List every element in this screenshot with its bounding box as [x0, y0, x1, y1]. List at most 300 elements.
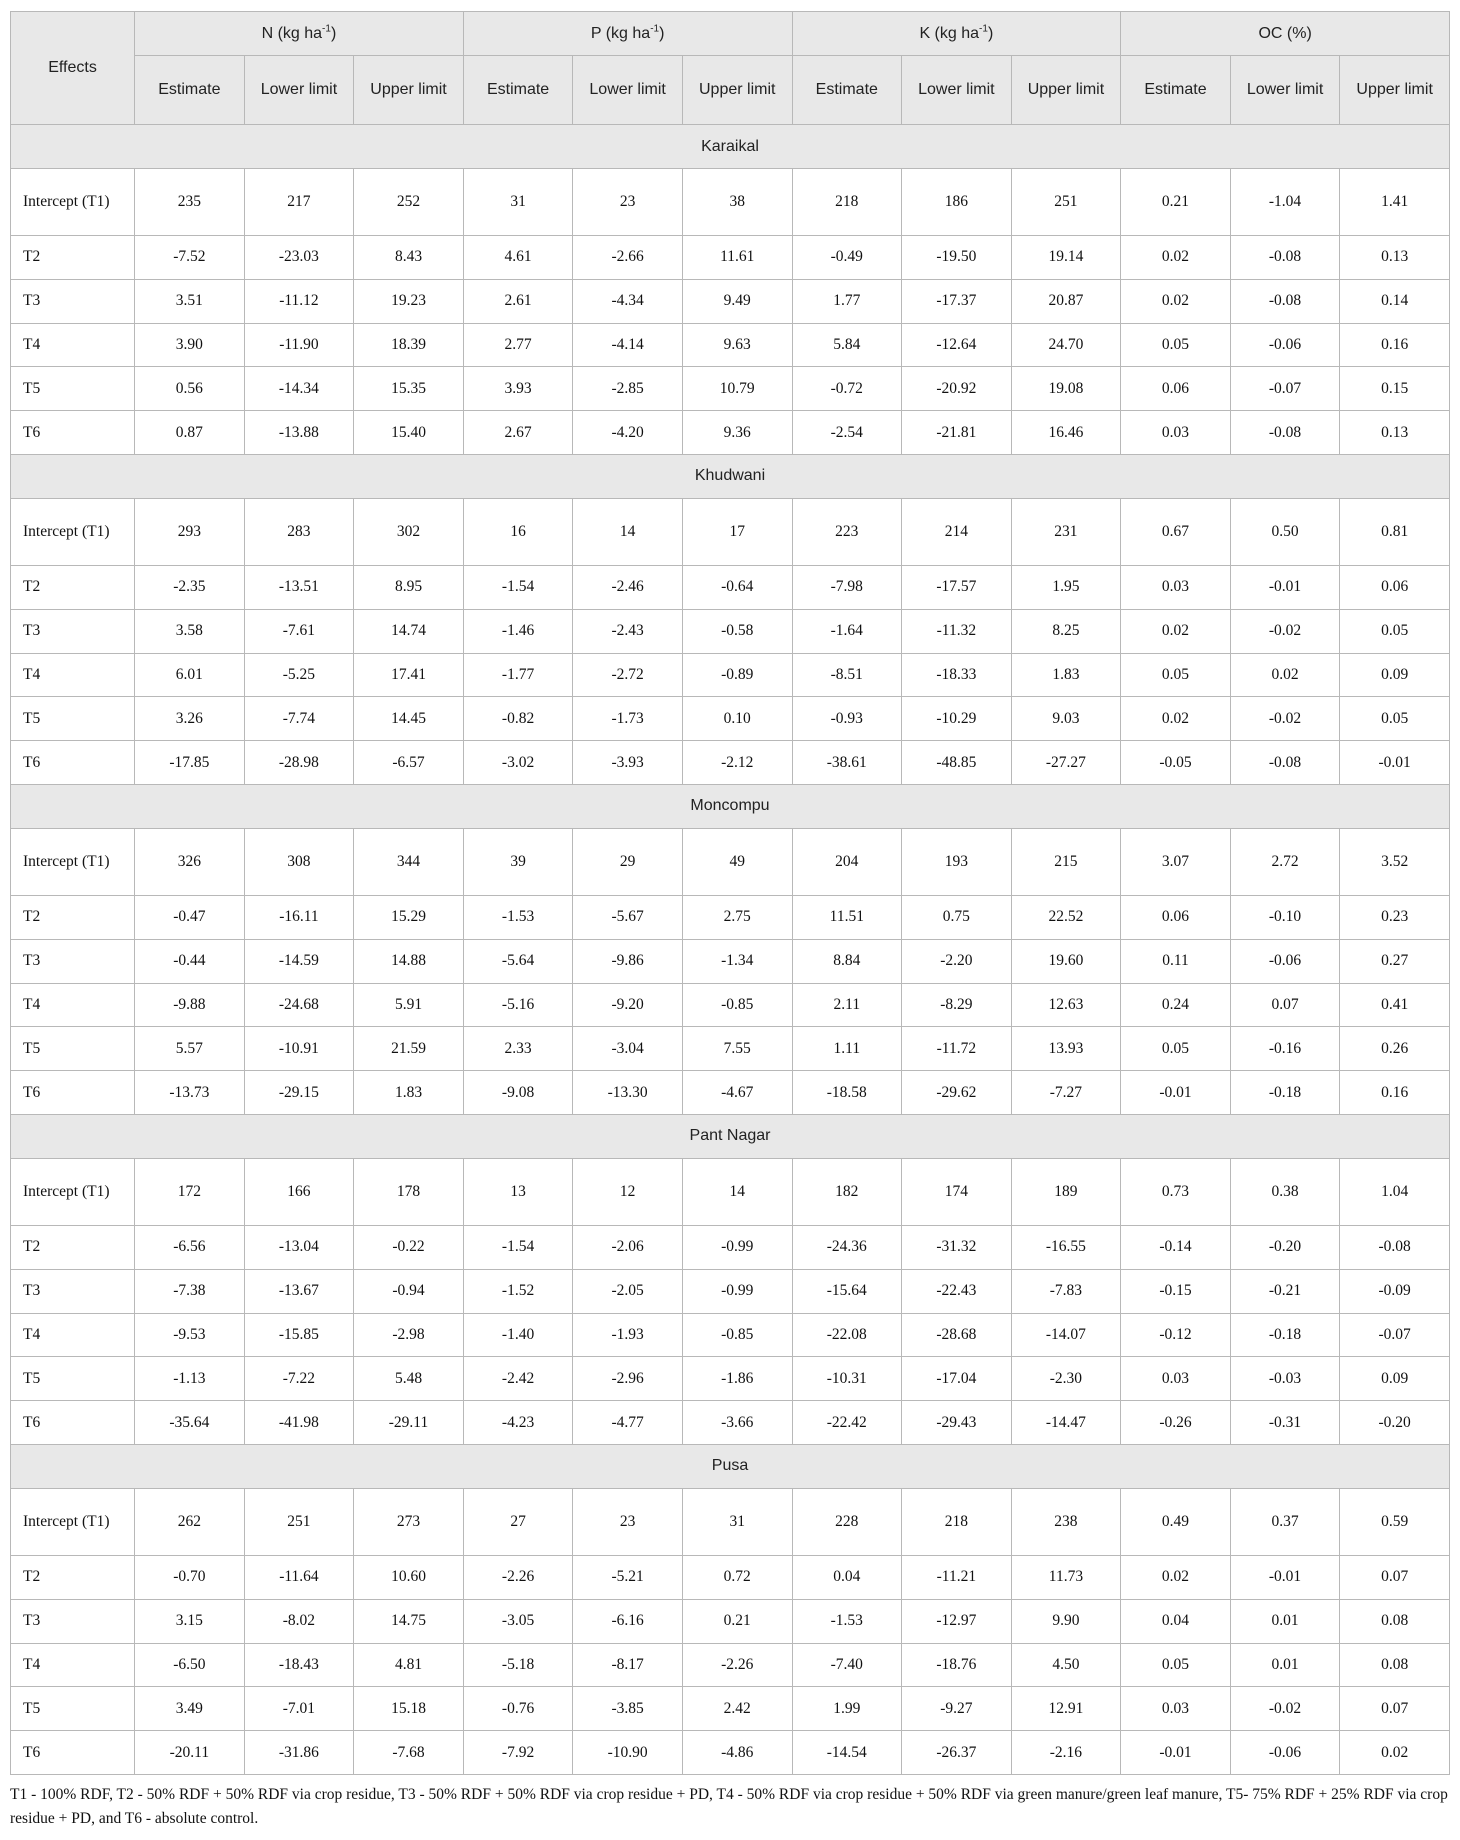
value-cell: 3.51 — [135, 279, 245, 323]
value-cell: -0.07 — [1340, 1313, 1450, 1357]
value-cell: 223 — [792, 498, 902, 565]
value-cell: 9.49 — [682, 279, 792, 323]
value-cell: 6.01 — [135, 653, 245, 697]
value-cell: 14.88 — [354, 939, 464, 983]
value-cell: 3.93 — [463, 367, 573, 411]
value-cell: -4.23 — [463, 1401, 573, 1445]
subcolumn-header: Upper limit — [354, 56, 464, 125]
value-cell: -41.98 — [244, 1401, 354, 1445]
effect-label: T6 — [11, 1731, 135, 1775]
value-cell: 2.61 — [463, 279, 573, 323]
value-cell: 0.10 — [682, 697, 792, 741]
value-cell: 11.73 — [1011, 1555, 1121, 1599]
value-cell: 172 — [135, 1158, 245, 1225]
value-cell: 14 — [682, 1158, 792, 1225]
value-cell: -4.86 — [682, 1731, 792, 1775]
value-cell: 21.59 — [354, 1027, 464, 1071]
value-cell: 0.02 — [1121, 609, 1231, 653]
group-header-unit-exponent: -1 — [322, 23, 331, 35]
value-cell: 0.26 — [1340, 1027, 1450, 1071]
value-cell: 0.02 — [1121, 279, 1231, 323]
value-cell: 0.37 — [1230, 1488, 1340, 1555]
value-cell: -4.67 — [682, 1071, 792, 1115]
value-cell: 1.83 — [1011, 653, 1121, 697]
effect-label: Intercept (T1) — [11, 828, 135, 895]
effect-label: T4 — [11, 653, 135, 697]
value-cell: -7.68 — [354, 1731, 464, 1775]
value-cell: 0.03 — [1121, 1357, 1231, 1401]
value-cell: 14.45 — [354, 697, 464, 741]
group-header-unit-exponent: -1 — [979, 23, 988, 35]
value-cell: 0.73 — [1121, 1158, 1231, 1225]
value-cell: -1.53 — [463, 895, 573, 939]
value-cell: -0.02 — [1230, 1687, 1340, 1731]
value-cell: -1.54 — [463, 1225, 573, 1269]
group-header-close: ) — [659, 24, 665, 42]
value-cell: 23 — [573, 1488, 683, 1555]
value-cell: 217 — [244, 169, 354, 236]
value-cell: 182 — [792, 1158, 902, 1225]
effect-label: T3 — [11, 609, 135, 653]
subcolumn-header: Estimate — [135, 56, 245, 125]
effect-label: T2 — [11, 236, 135, 280]
value-cell: -7.74 — [244, 697, 354, 741]
value-cell: -38.61 — [792, 741, 902, 785]
table-row — [11, 1357, 1450, 1401]
effects-table — [10, 11, 1450, 1775]
value-cell: 204 — [792, 828, 902, 895]
value-cell: 0.06 — [1121, 895, 1231, 939]
value-cell: -0.06 — [1230, 1731, 1340, 1775]
value-cell: 0.11 — [1121, 939, 1231, 983]
value-cell: -5.64 — [463, 939, 573, 983]
value-cell: 0.67 — [1121, 498, 1231, 565]
value-cell: -8.29 — [902, 983, 1012, 1027]
value-cell: -1.64 — [792, 609, 902, 653]
value-cell: 0.08 — [1340, 1599, 1450, 1643]
value-cell: 19.60 — [1011, 939, 1121, 983]
value-cell: -2.72 — [573, 653, 683, 697]
table-row — [11, 828, 1450, 895]
effect-label: T6 — [11, 1401, 135, 1445]
site-row — [11, 784, 1450, 828]
value-cell: 19.23 — [354, 279, 464, 323]
value-cell: -0.31 — [1230, 1401, 1340, 1445]
value-cell: -4.77 — [573, 1401, 683, 1445]
effect-label: T5 — [11, 367, 135, 411]
value-cell: -0.85 — [682, 1313, 792, 1357]
value-cell: 262 — [135, 1488, 245, 1555]
value-cell: -0.89 — [682, 653, 792, 697]
site-name: Moncompu — [11, 784, 1450, 828]
value-cell: -3.02 — [463, 741, 573, 785]
table-row — [11, 411, 1450, 455]
value-cell: -2.85 — [573, 367, 683, 411]
value-cell: -0.93 — [792, 697, 902, 741]
value-cell: 2.72 — [1230, 828, 1340, 895]
value-cell: 31 — [682, 1488, 792, 1555]
value-cell: -0.18 — [1230, 1071, 1340, 1115]
value-cell: -0.15 — [1121, 1269, 1231, 1313]
value-cell: 8.43 — [354, 236, 464, 280]
value-cell: 0.81 — [1340, 498, 1450, 565]
value-cell: 3.49 — [135, 1687, 245, 1731]
effect-label: T2 — [11, 1555, 135, 1599]
value-cell: -6.50 — [135, 1643, 245, 1687]
table-footnote: T1 - 100% RDF, T2 - 50% RDF + 50% RDF via crop residue, T3 - 50% RDF + 50% RDF via crop residue + PD, T4 - 50% RDF via crop residue + 50% RDF via green manure/green leaf manure, T5- 75% RDF + 25% RDF via crop residue + PD, and T6 - absolute control. — [10, 1785, 1448, 1827]
value-cell: -0.01 — [1230, 1555, 1340, 1599]
table-row — [11, 983, 1450, 1027]
value-cell: 13 — [463, 1158, 573, 1225]
value-cell: 4.50 — [1011, 1643, 1121, 1687]
value-cell: 186 — [902, 169, 1012, 236]
value-cell: -23.03 — [244, 236, 354, 280]
value-cell: -1.77 — [463, 653, 573, 697]
value-cell: -15.64 — [792, 1269, 902, 1313]
value-cell: -13.88 — [244, 411, 354, 455]
value-cell: 0.21 — [1121, 169, 1231, 236]
value-cell: -14.54 — [792, 1731, 902, 1775]
value-cell: -0.26 — [1121, 1401, 1231, 1445]
value-cell: 31 — [463, 169, 573, 236]
value-cell: -11.21 — [902, 1555, 1012, 1599]
effect-label: T6 — [11, 741, 135, 785]
table-row — [11, 1599, 1450, 1643]
value-cell: 326 — [135, 828, 245, 895]
table-row — [11, 1687, 1450, 1731]
value-cell: 3.15 — [135, 1599, 245, 1643]
value-cell: -2.20 — [902, 939, 1012, 983]
site-name: Pant Nagar — [11, 1114, 1450, 1158]
value-cell: -31.86 — [244, 1731, 354, 1775]
value-cell: -3.93 — [573, 741, 683, 785]
value-cell: -28.98 — [244, 741, 354, 785]
value-cell: -31.32 — [902, 1225, 1012, 1269]
value-cell: 9.36 — [682, 411, 792, 455]
table-row — [11, 697, 1450, 741]
group-header — [792, 12, 1121, 56]
value-cell: -9.88 — [135, 983, 245, 1027]
value-cell: -10.90 — [573, 1731, 683, 1775]
value-cell: 0.03 — [1121, 1687, 1231, 1731]
value-cell: -6.56 — [135, 1225, 245, 1269]
group-header-label: P (kg ha — [590, 24, 651, 42]
value-cell: -0.08 — [1230, 411, 1340, 455]
value-cell: 0.02 — [1121, 1555, 1231, 1599]
value-cell: -9.08 — [463, 1071, 573, 1115]
value-cell: 1.95 — [1011, 565, 1121, 609]
value-cell: -1.86 — [682, 1357, 792, 1401]
value-cell: 0.56 — [135, 367, 245, 411]
results-table-container — [10, 11, 1450, 1831]
group-header-label: OC (%) — [1258, 24, 1312, 42]
value-cell: 14.74 — [354, 609, 464, 653]
table-row — [11, 1643, 1450, 1687]
value-cell: 0.04 — [1121, 1599, 1231, 1643]
value-cell: -20.11 — [135, 1731, 245, 1775]
table-row — [11, 1555, 1450, 1599]
value-cell: 0.59 — [1340, 1488, 1450, 1555]
value-cell: 27 — [463, 1488, 573, 1555]
value-cell: -0.94 — [354, 1269, 464, 1313]
effect-label: T4 — [11, 983, 135, 1027]
value-cell: 12.91 — [1011, 1687, 1121, 1731]
value-cell: 1.99 — [792, 1687, 902, 1731]
value-cell: -13.30 — [573, 1071, 683, 1115]
value-cell: -0.21 — [1230, 1269, 1340, 1313]
value-cell: 0.09 — [1340, 653, 1450, 697]
site-name: Karaikal — [11, 125, 1450, 169]
value-cell: -14.59 — [244, 939, 354, 983]
table-row — [11, 169, 1450, 236]
value-cell: 0.24 — [1121, 983, 1231, 1027]
value-cell: 0.02 — [1230, 653, 1340, 697]
value-cell: 5.84 — [792, 323, 902, 367]
value-cell: -1.52 — [463, 1269, 573, 1313]
value-cell: 0.05 — [1121, 653, 1231, 697]
value-cell: 0.01 — [1230, 1643, 1340, 1687]
value-cell: 18.39 — [354, 323, 464, 367]
value-cell: 15.35 — [354, 367, 464, 411]
value-cell: -5.21 — [573, 1555, 683, 1599]
value-cell: 0.07 — [1340, 1687, 1450, 1731]
group-header-close: ) — [987, 24, 994, 42]
value-cell: 5.48 — [354, 1357, 464, 1401]
value-cell: -16.11 — [244, 895, 354, 939]
value-cell: -35.64 — [135, 1401, 245, 1445]
group-header — [135, 12, 464, 56]
value-cell: -0.58 — [682, 609, 792, 653]
value-cell: -0.06 — [1230, 323, 1340, 367]
value-cell: -24.36 — [792, 1225, 902, 1269]
value-cell: 1.04 — [1340, 1158, 1450, 1225]
value-cell: -6.57 — [354, 741, 464, 785]
value-cell: -7.38 — [135, 1269, 245, 1313]
subcolumn-header: Upper limit — [1011, 56, 1121, 125]
value-cell: -14.34 — [244, 367, 354, 411]
value-cell: -0.08 — [1230, 236, 1340, 280]
value-cell: -8.17 — [573, 1643, 683, 1687]
value-cell: 20.87 — [1011, 279, 1121, 323]
effect-label: T5 — [11, 1357, 135, 1401]
value-cell: 0.16 — [1340, 1071, 1450, 1115]
value-cell: -0.07 — [1230, 367, 1340, 411]
value-cell: -7.01 — [244, 1687, 354, 1731]
value-cell: 23 — [573, 169, 683, 236]
effect-label: Intercept (T1) — [11, 1158, 135, 1225]
value-cell: 0.05 — [1340, 609, 1450, 653]
value-cell: -2.42 — [463, 1357, 573, 1401]
value-cell: 3.52 — [1340, 828, 1450, 895]
table-row — [11, 1225, 1450, 1269]
value-cell: -7.22 — [244, 1357, 354, 1401]
value-cell: 13.93 — [1011, 1027, 1121, 1071]
value-cell: -0.08 — [1230, 279, 1340, 323]
table-row — [11, 1269, 1450, 1313]
value-cell: 0.03 — [1121, 565, 1231, 609]
value-cell: -0.01 — [1121, 1071, 1231, 1115]
value-cell: -48.85 — [902, 741, 1012, 785]
value-cell: -7.40 — [792, 1643, 902, 1687]
value-cell: 189 — [1011, 1158, 1121, 1225]
value-cell: 0.02 — [1121, 697, 1231, 741]
value-cell: 3.26 — [135, 697, 245, 741]
value-cell: -0.20 — [1340, 1401, 1450, 1445]
value-cell: 0.13 — [1340, 411, 1450, 455]
value-cell: -1.46 — [463, 609, 573, 653]
value-cell: 11.51 — [792, 895, 902, 939]
value-cell: -13.04 — [244, 1225, 354, 1269]
value-cell: -10.31 — [792, 1357, 902, 1401]
effect-label: T3 — [11, 279, 135, 323]
value-cell: 1.41 — [1340, 169, 1450, 236]
value-cell: 0.21 — [682, 1599, 792, 1643]
value-cell: 19.14 — [1011, 236, 1121, 280]
value-cell: -29.11 — [354, 1401, 464, 1445]
table-body — [11, 125, 1450, 1775]
value-cell: -1.93 — [573, 1313, 683, 1357]
value-cell: 5.57 — [135, 1027, 245, 1071]
value-cell: -17.04 — [902, 1357, 1012, 1401]
value-cell: -9.53 — [135, 1313, 245, 1357]
value-cell: -13.73 — [135, 1071, 245, 1115]
value-cell: -0.47 — [135, 895, 245, 939]
subcolumn-header: Estimate — [792, 56, 902, 125]
value-cell: -28.68 — [902, 1313, 1012, 1357]
value-cell: -2.96 — [573, 1357, 683, 1401]
value-cell: -2.35 — [135, 565, 245, 609]
value-cell: -11.32 — [902, 609, 1012, 653]
value-cell: -0.01 — [1121, 1731, 1231, 1775]
value-cell: 178 — [354, 1158, 464, 1225]
value-cell: 2.42 — [682, 1687, 792, 1731]
value-cell: 8.84 — [792, 939, 902, 983]
value-cell: 0.41 — [1340, 983, 1450, 1027]
table-row — [11, 1027, 1450, 1071]
subcolumn-header: Estimate — [463, 56, 573, 125]
value-cell: 8.95 — [354, 565, 464, 609]
value-cell: -2.05 — [573, 1269, 683, 1313]
value-cell: -2.54 — [792, 411, 902, 455]
value-cell: 215 — [1011, 828, 1121, 895]
header-row-groups — [11, 12, 1450, 56]
value-cell: 0.02 — [1121, 236, 1231, 280]
value-cell: 308 — [244, 828, 354, 895]
value-cell: -0.06 — [1230, 939, 1340, 983]
value-cell: 0.08 — [1340, 1643, 1450, 1687]
value-cell: -2.12 — [682, 741, 792, 785]
value-cell: -0.01 — [1340, 741, 1450, 785]
value-cell: -1.34 — [682, 939, 792, 983]
value-cell: -3.85 — [573, 1687, 683, 1731]
effect-label: T3 — [11, 939, 135, 983]
value-cell: 12 — [573, 1158, 683, 1225]
value-cell: 7.55 — [682, 1027, 792, 1071]
value-cell: -2.66 — [573, 236, 683, 280]
value-cell: 16 — [463, 498, 573, 565]
table-row — [11, 1313, 1450, 1357]
value-cell: -18.33 — [902, 653, 1012, 697]
value-cell: 5.91 — [354, 983, 464, 1027]
value-cell: 0.07 — [1230, 983, 1340, 1027]
value-cell: -0.01 — [1230, 565, 1340, 609]
site-row — [11, 454, 1450, 498]
value-cell: -10.91 — [244, 1027, 354, 1071]
subcolumn-header: Upper limit — [1340, 56, 1450, 125]
value-cell: 4.61 — [463, 236, 573, 280]
value-cell: 228 — [792, 1488, 902, 1555]
value-cell: 283 — [244, 498, 354, 565]
effect-label: T5 — [11, 1687, 135, 1731]
value-cell: -11.72 — [902, 1027, 1012, 1071]
value-cell: 1.77 — [792, 279, 902, 323]
value-cell: -0.18 — [1230, 1313, 1340, 1357]
value-cell: -15.85 — [244, 1313, 354, 1357]
group-header — [463, 12, 792, 56]
value-cell: 218 — [902, 1488, 1012, 1555]
table-row — [11, 1158, 1450, 1225]
value-cell: -5.67 — [573, 895, 683, 939]
value-cell: -0.08 — [1230, 741, 1340, 785]
value-cell: -22.43 — [902, 1269, 1012, 1313]
value-cell: -1.54 — [463, 565, 573, 609]
value-cell: -7.52 — [135, 236, 245, 280]
value-cell: 12.63 — [1011, 983, 1121, 1027]
value-cell: 235 — [135, 169, 245, 236]
value-cell: 2.11 — [792, 983, 902, 1027]
value-cell: -0.85 — [682, 983, 792, 1027]
value-cell: -22.42 — [792, 1401, 902, 1445]
effect-label: T5 — [11, 1027, 135, 1071]
value-cell: -0.76 — [463, 1687, 573, 1731]
value-cell: -27.27 — [1011, 741, 1121, 785]
value-cell: -1.40 — [463, 1313, 573, 1357]
value-cell: 2.77 — [463, 323, 573, 367]
value-cell: 1.83 — [354, 1071, 464, 1115]
value-cell: 0.87 — [135, 411, 245, 455]
table-row — [11, 498, 1450, 565]
value-cell: -3.66 — [682, 1401, 792, 1445]
value-cell: -0.02 — [1230, 609, 1340, 653]
value-cell: 15.29 — [354, 895, 464, 939]
value-cell: -17.85 — [135, 741, 245, 785]
value-cell: 0.02 — [1340, 1731, 1450, 1775]
value-cell: 0.05 — [1121, 323, 1231, 367]
value-cell: 10.79 — [682, 367, 792, 411]
value-cell: 0.06 — [1340, 565, 1450, 609]
value-cell: -0.44 — [135, 939, 245, 983]
value-cell: 273 — [354, 1488, 464, 1555]
value-cell: 251 — [1011, 169, 1121, 236]
value-cell: 193 — [902, 828, 1012, 895]
value-cell: -1.73 — [573, 697, 683, 741]
value-cell: -18.43 — [244, 1643, 354, 1687]
value-cell: 15.18 — [354, 1687, 464, 1731]
value-cell: -3.05 — [463, 1599, 573, 1643]
group-header-label: K (kg ha — [919, 24, 980, 42]
effect-label: T6 — [11, 1071, 135, 1115]
value-cell: -5.16 — [463, 983, 573, 1027]
value-cell: 0.03 — [1121, 411, 1231, 455]
value-cell: 3.90 — [135, 323, 245, 367]
value-cell: -10.29 — [902, 697, 1012, 741]
value-cell: -0.09 — [1340, 1269, 1450, 1313]
value-cell: -0.10 — [1230, 895, 1340, 939]
value-cell: -17.37 — [902, 279, 1012, 323]
value-cell: 0.07 — [1340, 1555, 1450, 1599]
table-row — [11, 1488, 1450, 1555]
value-cell: 8.25 — [1011, 609, 1121, 653]
